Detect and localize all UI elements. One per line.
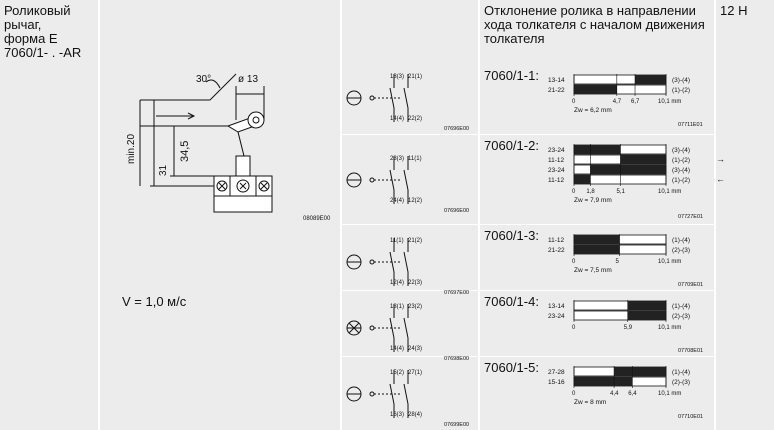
tick-label: 10,1 mm — [658, 259, 682, 265]
terminal-label: 22(3) — [408, 280, 423, 286]
schematic-code: 07696E00 — [444, 208, 470, 214]
terminal-pair-label: (1)-(2) — [672, 87, 691, 94]
contact-label: 23-24 — [548, 313, 565, 320]
zw-label: Zw = 6,2 mm — [574, 107, 612, 114]
closed-segment — [574, 235, 620, 244]
product-description: Роликовый рычаг, форма E 7060/1- . -AR — [4, 3, 82, 60]
switch-schematic — [342, 232, 478, 298]
closed-segment — [574, 85, 617, 94]
dim-345-label: 34,5 — [179, 140, 191, 162]
tick-label: 4,7 — [612, 99, 622, 105]
terminal-label: 11(1) — [408, 156, 422, 162]
deflection-diagram — [480, 358, 714, 422]
deflection-diagram — [480, 226, 714, 290]
contact-label: 11-12 — [548, 157, 565, 164]
tick-label: 10,1 mm — [658, 99, 682, 105]
min20-label: min.20 — [126, 133, 137, 164]
terminal-pair-label: (1)-(4) — [672, 369, 691, 376]
terminal-label: 11(1) — [390, 238, 404, 244]
terminal-label: 14(4) — [390, 116, 405, 122]
schematic-code: 07697E00 — [444, 290, 470, 296]
actuating-force: 12 Н — [720, 3, 748, 18]
schematic-code: 07698E00 — [444, 356, 470, 362]
row-divider — [342, 224, 714, 225]
row-divider — [342, 134, 714, 135]
force-column — [716, 0, 774, 430]
tick-label: 5,1 — [616, 189, 625, 195]
tick-label: 0 — [572, 325, 576, 331]
variant-name: 7060/1-2: — [484, 138, 539, 153]
arrow-left-icon: ← — [716, 174, 725, 184]
tick-label: 6,7 — [631, 99, 640, 105]
speed-label: V = 1,0 м/с — [122, 294, 187, 309]
tick-label: 10,1 mm — [658, 325, 682, 331]
terminal-pair-label: (1)-(4) — [672, 303, 691, 310]
switch-schematic — [342, 150, 478, 216]
contact-label: 23-24 — [548, 167, 565, 174]
contact-label: 27-28 — [548, 369, 565, 376]
terminal-pair-label: (2)-(3) — [672, 313, 691, 320]
terminal-pair-label: (3)-(4) — [672, 77, 691, 84]
terminal-label: 12(4) — [390, 280, 405, 286]
dim-31-label: 31 — [158, 164, 169, 176]
terminal-pair-label: (2)-(3) — [672, 379, 691, 386]
contact-label: 13-14 — [548, 77, 565, 84]
diagram-code: 07711E01 — [678, 122, 703, 128]
contact-label: 11-12 — [548, 177, 565, 184]
zw-label: Zw = 7,5 mm — [574, 267, 612, 274]
contact-label: 23-24 — [548, 147, 565, 154]
closed-segment — [590, 165, 666, 174]
column-divider — [98, 0, 100, 430]
contact-label: 21-22 — [548, 87, 565, 94]
tick-label: 0 — [572, 391, 576, 397]
tick-label: 0 — [572, 99, 576, 105]
tick-label: 4,4 — [610, 391, 619, 397]
closed-segment — [614, 367, 666, 376]
terminal-label: 12(2) — [408, 198, 423, 204]
terminal-label: 23(3) — [390, 156, 405, 162]
terminal-pair-label: (2)-(3) — [672, 247, 691, 254]
drawing-code: 08089E00 — [303, 216, 331, 222]
tick-label: 5,9 — [623, 325, 633, 331]
column-divider — [714, 0, 716, 430]
variant-name: 7060/1-4: — [484, 294, 539, 309]
switch-schematic — [342, 364, 478, 430]
tick-label: 0 — [572, 189, 576, 195]
diagram-code: 07708E01 — [678, 348, 704, 354]
arrow-right-icon: → — [716, 154, 725, 164]
variant-name: 7060/1-3: — [484, 228, 539, 243]
terminal-pair-label: (1)-(4) — [672, 237, 691, 244]
closed-segment — [620, 155, 666, 164]
roller-lever-drawing — [110, 60, 340, 230]
contact-label: 13-14 — [548, 303, 565, 310]
tick-label: 0 — [572, 259, 576, 265]
closed-segment — [628, 301, 666, 310]
closed-segment — [574, 145, 620, 154]
diameter-label: ø 13 — [238, 74, 259, 85]
switch-schematic — [342, 298, 478, 364]
terminal-label: 27(1) — [408, 370, 423, 376]
tick-label: 10,1 mm — [658, 189, 682, 195]
terminal-label: 24(3) — [408, 346, 423, 352]
terminal-pair-label: (3)-(4) — [672, 167, 691, 174]
schematic-code: 07696E00 — [444, 126, 470, 132]
terminal-pair-label: (3)-(4) — [672, 147, 691, 154]
terminal-pair-label: (1)-(2) — [672, 177, 691, 184]
terminal-label: 21(1) — [408, 74, 423, 80]
contact-label: 21-22 — [548, 247, 565, 254]
terminal-pair-label: (1)-(2) — [672, 157, 691, 164]
terminal-label: 22(2) — [408, 116, 423, 122]
deflection-diagram — [480, 292, 714, 356]
contact-label: 11-12 — [548, 237, 565, 244]
variant-name: 7060/1-1: — [484, 68, 539, 83]
variant-name: 7060/1-5: — [484, 360, 539, 375]
tick-label: 6,4 — [628, 391, 637, 397]
terminal-label: 13(1) — [390, 304, 405, 310]
closed-segment — [574, 245, 620, 254]
tick-label: 5 — [615, 259, 619, 265]
zw-label: Zw = 7,9 mm — [574, 197, 612, 204]
tick-label: 1,8 — [586, 189, 595, 195]
contact-label: 15-16 — [548, 379, 565, 386]
terminal-label: 23(2) — [408, 304, 423, 310]
closed-segment — [574, 175, 590, 184]
diagram-code: 07709E01 — [678, 282, 704, 288]
closed-segment — [628, 311, 666, 320]
terminal-label: 15(2) — [390, 370, 405, 376]
switch-schematic — [342, 68, 478, 134]
zw-label: Zw = 8 mm — [574, 399, 607, 406]
diagram-code: 07727E01 — [678, 214, 704, 220]
terminal-label: 16(3) — [390, 412, 405, 418]
deflection-diagram — [480, 66, 714, 130]
terminal-label: 28(4) — [408, 412, 423, 418]
deflection-title: Отклонение ролика в направлении хода толкателя с началом движения толкателя — [484, 3, 705, 46]
angle-label: 30° — [196, 74, 212, 85]
tick-label: 10,1 mm — [658, 391, 682, 397]
terminal-label: 24(4) — [390, 198, 405, 204]
terminal-label: 14(4) — [390, 346, 405, 352]
deflection-diagram — [480, 136, 725, 222]
diagram-code: 07710E01 — [678, 414, 704, 420]
schematic-code: 07699E00 — [444, 422, 470, 428]
closed-segment — [574, 377, 632, 386]
terminal-label: 13(3) — [390, 74, 405, 80]
closed-segment — [635, 75, 666, 84]
terminal-label: 21(2) — [408, 238, 423, 244]
